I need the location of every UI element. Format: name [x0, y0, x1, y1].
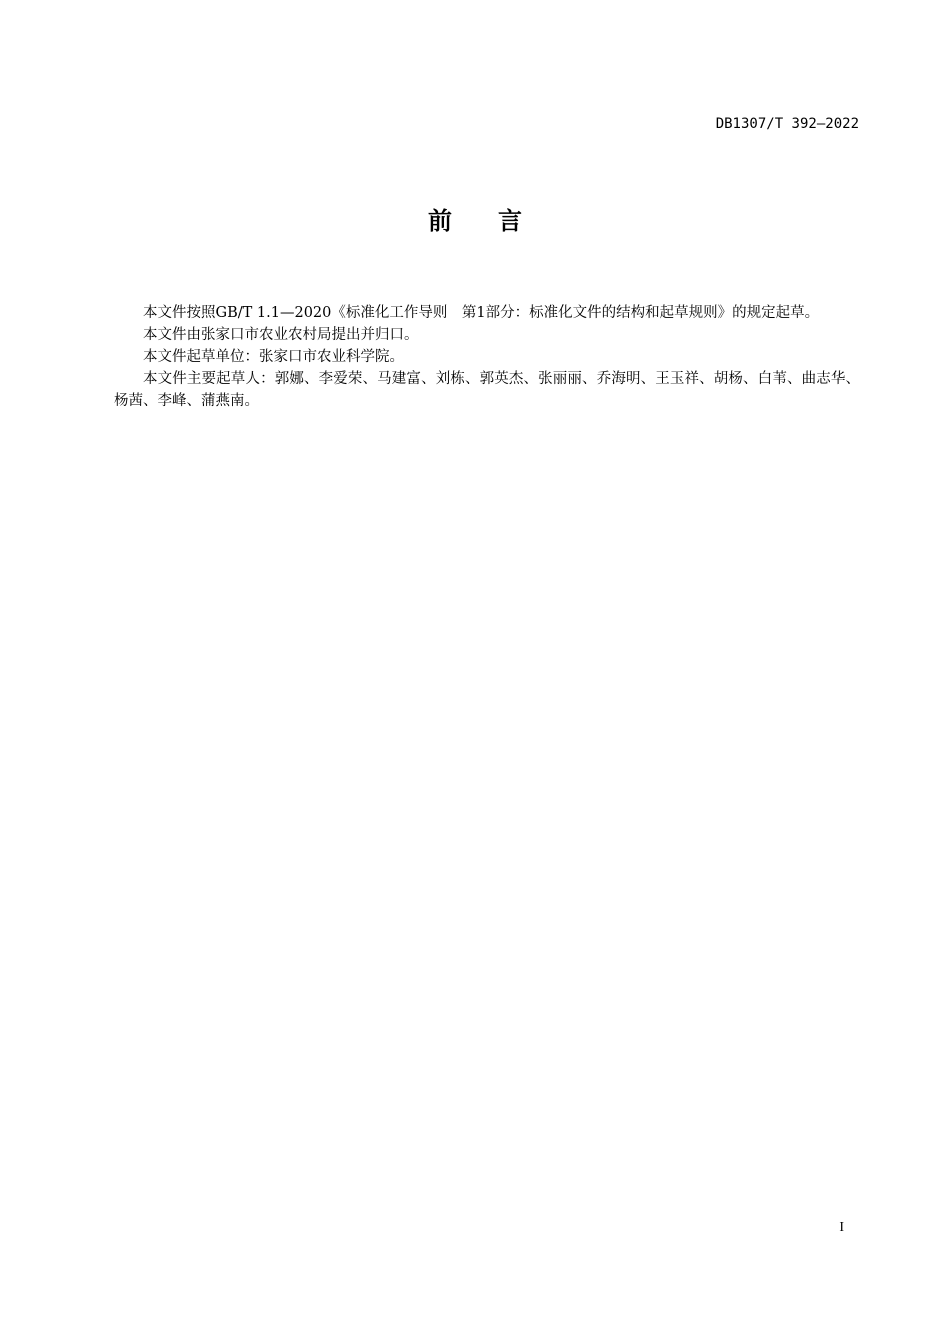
- page-number: I: [839, 1220, 844, 1235]
- foreword-body: [114, 302, 860, 412]
- paragraph-drafting-unit: 本文件起草单位：张家口市农业科学院。: [143, 349, 404, 365]
- page-title: [0, 204, 950, 238]
- title-char-1: 前: [428, 207, 452, 235]
- title-char-2: 言: [498, 207, 522, 235]
- paragraph-proposer: 本文件由张家口市农业农村局提出并归口。: [143, 327, 419, 343]
- document-code: DB1307/T 392—2022: [715, 116, 859, 132]
- paragraph-drafting-basis: 本文件按照GB/T 1.1—2020《标准化工作导则 第1部分：标准化文件的结构和起草规则》的规定起草。: [143, 305, 820, 321]
- paragraph-drafters: 本文件主要起草人：郭娜、李爱荣、马建富、刘栋、郭英杰、张丽丽、乔海明、王玉祥、胡杨、白苇、曲志华、杨茜、李峰、蒲燕南。: [114, 371, 860, 409]
